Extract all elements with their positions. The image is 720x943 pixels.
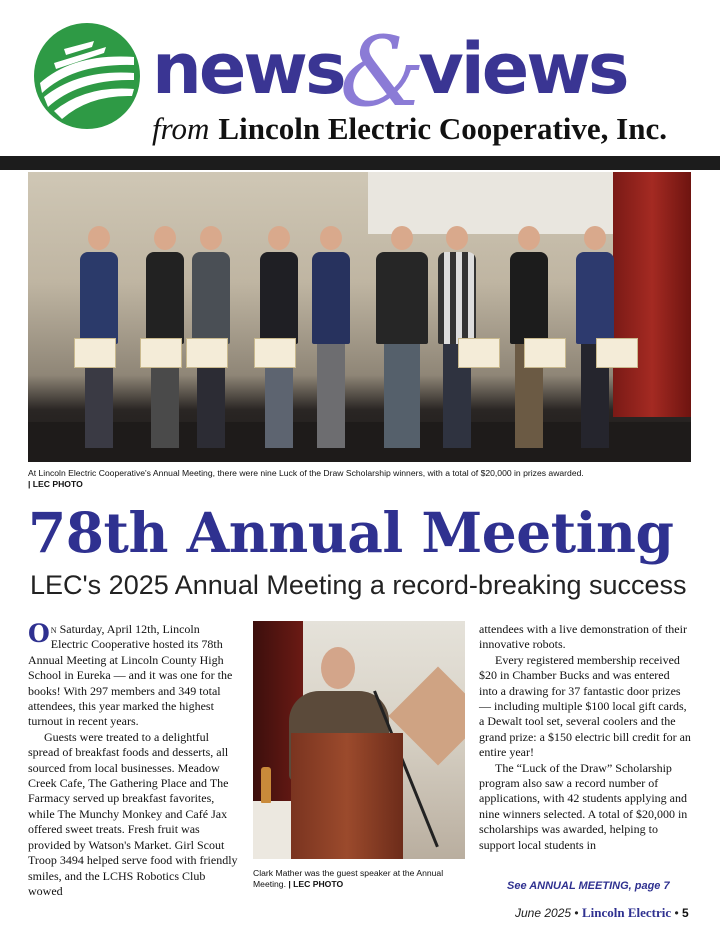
publication-name: Lincoln Electric [581,905,672,920]
scholarship-winners-photo [28,172,691,462]
article-paragraph [28,619,240,730]
continued-jump-line[interactable]: See ANNUAL MEETING, page 7 [507,880,670,892]
brand-views: views [418,28,627,110]
article-paragraph-continued: attendees with a live demonstration of their innovative robots. [479,622,687,652]
cooperative-logo-icon [34,23,140,129]
drop-cap: O [28,619,50,648]
article-subhead: LEC's 2025 Annual Meeting a record-breaking success [30,570,687,600]
brand-wordmark [152,12,627,128]
main-photo-caption-text: At Lincoln Electric Cooperative's Annual Meeting, there were nine Luck of the Draw Scholarship winners, with a total of $20,000 in prizes awarded. [28,468,584,478]
winner-figure [146,226,184,448]
winner-figure [192,226,230,448]
brand-ampersand: & [339,16,423,128]
tagline-organization: Lincoln Electric Cooperative, Inc. [218,111,667,146]
speaker-photo-caption-text: Clark Mather was the guest speaker at the Annual Meeting. [253,868,444,889]
masthead-tagline [152,111,667,147]
article-paragraph-4: Every registered membership received $20 in Chamber Bucks and was entered into a drawing for 37 fantastic door prizes — including multiple $100 local gift cards, a Dewalt tool set, several coolers and the grand prize: a $150 electric bill credit for an entire year! [479,652,691,760]
podium [291,733,403,859]
winner-figure [80,226,118,448]
main-photo-credit: | LEC PHOTO [28,479,83,489]
issue-date: June 2025 [515,906,572,920]
winner-figure [510,226,548,448]
folio-separator: • [674,906,679,920]
winner-figure [260,226,298,448]
tagline-from: from [152,111,210,146]
article-headline: 78th Annual Meeting [28,500,674,565]
lead-smallcaps: n [50,622,57,636]
winner-figure [376,226,428,448]
speaker-photo-credit: | LEC PHOTO [288,879,344,889]
article-paragraph-2: Guests were treated to a delightful spread of breakfast foods and desserts, all sourced from local businesses. Meadow Creek Cafe, The Gathering Place and The Farmacy served up breakfast favorites, while The Munchy Monkey and Café Jax offered sweet treats. Fresh fruit was provided by Watson's Market. Girl Scout Troop 3494 helped serve food with friendly smiles, and the LCHS Robotics Club wowed [28,729,238,898]
masthead-divider [0,156,720,170]
page-number: 5 [682,906,689,920]
projection-screen [368,172,618,234]
winner-figure [576,226,614,448]
folio-separator: • [574,906,579,920]
winner-figure [438,226,476,448]
article-paragraph-1: Saturday, April 12th, Lincoln Electric Cooperative hosted its 78th Annual Meeting at Lincoln County High School in Eureka — and it was one for the books! With 297 members and 349 total attendees, this year marked the highest turnout in recent years. [28,622,233,729]
article-column-3 [479,622,691,853]
brand-news: news [152,28,344,110]
article-paragraph-5: The “Luck of the Draw” Scholarship program also saw a record number of applications, with 42 students applying and nine winners selected. A total of $20,000 in scholarships was awarded, helping to support local students in [479,760,688,852]
guest-speaker-photo [253,621,465,859]
article-column-1 [28,619,240,899]
main-photo-caption [28,468,698,490]
winner-figure [312,226,350,448]
stage-curtain [613,172,691,417]
page-folio [515,905,689,921]
speaker-photo-caption [253,868,468,890]
